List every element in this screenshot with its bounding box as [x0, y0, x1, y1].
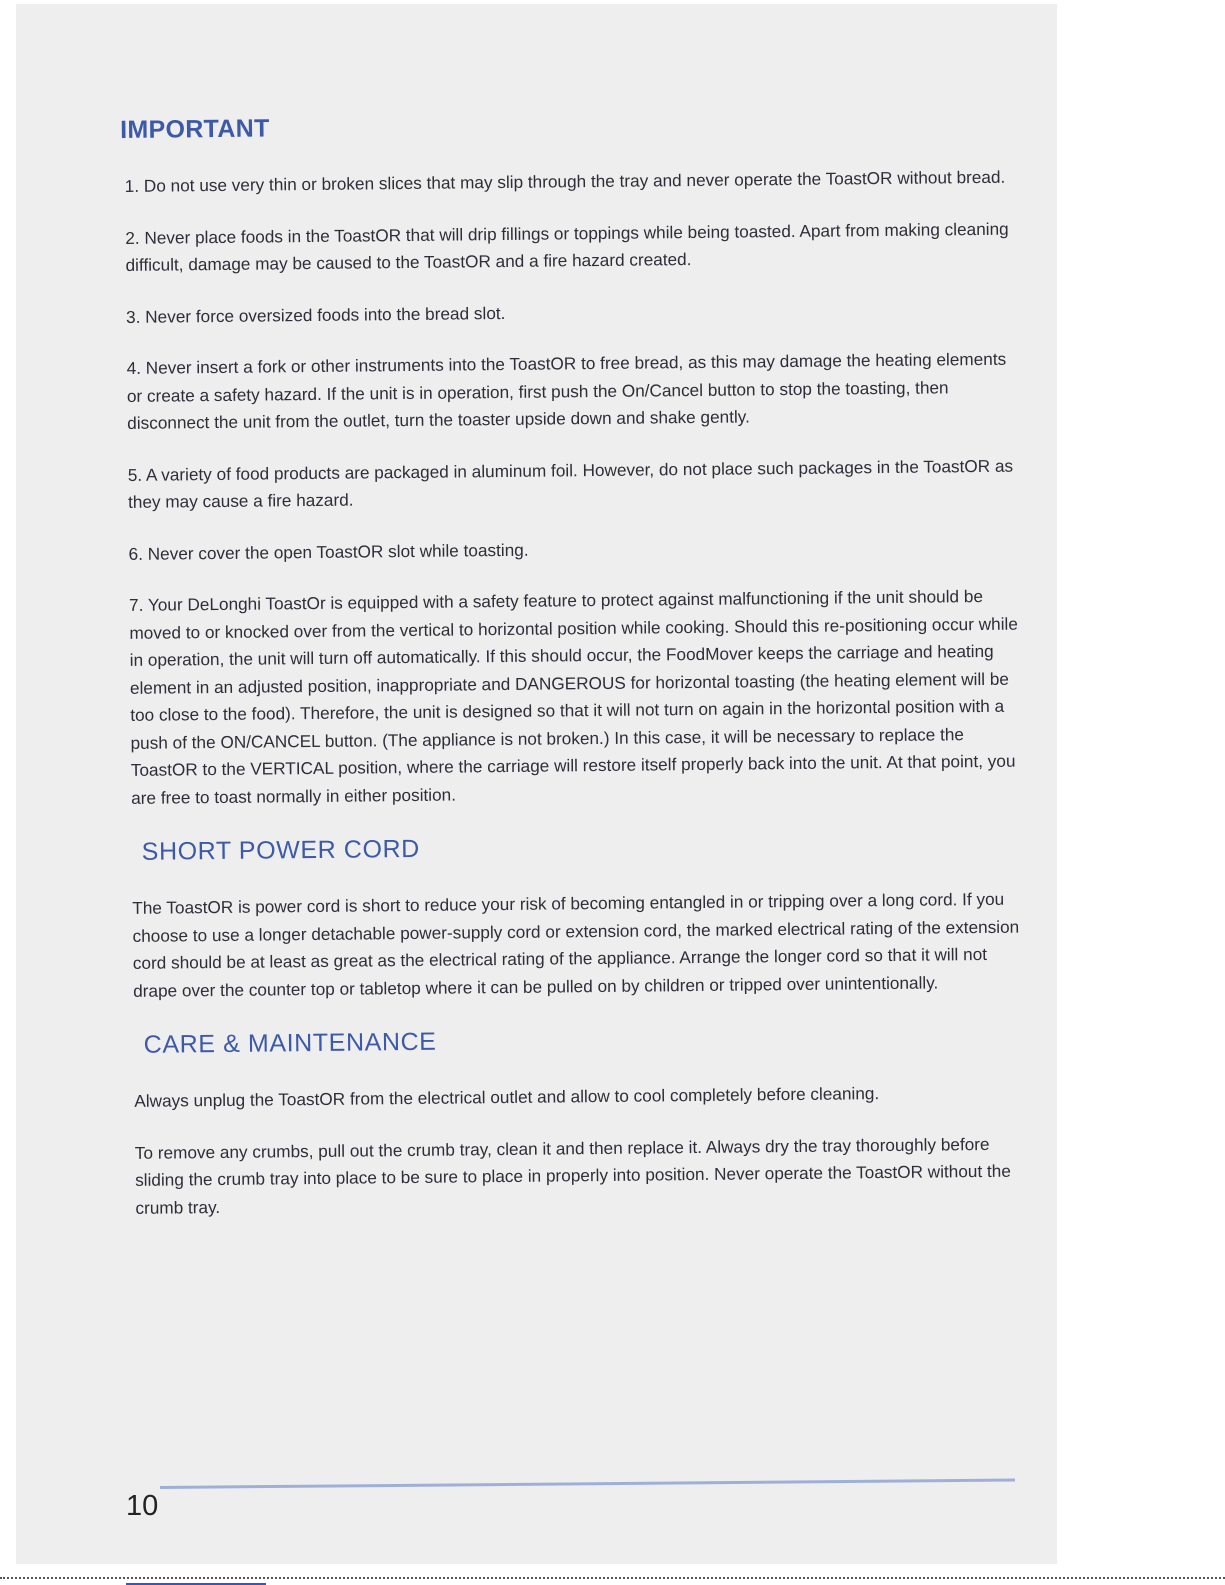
important-item-4: 4. Never insert a fork or other instruments into the ToastOR to free bread, as this may damage the heating elements or create a safety hazard. If the unit is in operation, first push the On/Cancel button to stop the toasting, then disconnect the unit from the outlet, turn the toaster upside down and shake gently. [126, 348, 1007, 433]
care-maintenance-paragraph-2: To remove any crumbs, pull out the crumb tray, clean it and then replace it. Always dry the tray thoroughly before sliding the crumb tray into place to be sure to place in properly into position. Never operate the ToastOR without the crumb tray. [134, 1133, 1011, 1218]
page-content [120, 107, 1032, 1246]
important-item-3: 3. Never force oversized foods into the bread slot. [125, 302, 506, 327]
page-number: 10 [126, 1490, 159, 1522]
right-margin [1057, 4, 1225, 1564]
page-break-dotted-line [0, 1577, 1225, 1579]
short-power-cord-heading: SHORT POWER CORD [141, 834, 420, 866]
short-power-cord-body: The ToastOR is power cord is short to reduce your risk of becoming entangled in or tripping over a long cord. If you choose to use a longer detachable power-supply cord or extension cord, the marked electrical rating of the extension cord should be at least as great as the electrical rating of the appliance. Arrange the longer cord so that it will not drape over the counter top or tabletop where it can be pulled on by children or tripped over unintentionally. [132, 888, 1020, 1001]
manual-page [16, 4, 1057, 1564]
bottom-margin [0, 1564, 1225, 1585]
care-maintenance-heading: CARE & MAINTENANCE [143, 1027, 437, 1059]
important-item-1: 1. Do not use very thin or broken slices that may slip through the tray and never operate the ToastOR without bread. [124, 166, 1006, 196]
care-maintenance-paragraph-1: Always unplug the ToastOR from the electrical outlet and allow to cool completely before cleaning. [134, 1083, 880, 1111]
important-item-7: 7. Your DeLonghi ToastOr is equipped with a safety feature to protect against malfunctioning if the unit should be moved to or knocked over from the vertical to horizontal position while cooking. Should this re-positioning occur while in operation, the unit will turn off automatically. If this should occur, the FoodMover keeps the carriage and heating element in an adjusted position, inappropriate and DANGEROUS for horizontal toasting (the heating element will be too close to the food). Therefore, the unit is designed so that it will not turn on again in the horizontal position with a push of the ON/CANCEL button. (The appliance is not broken.) In this case, it will be necessary to replace the ToastOR to the VERTICAL position, where the carriage will restore itself properly back into the unit. At that point, you are free to toast normally in either position. [129, 585, 1018, 808]
important-item-5: 5. A variety of food products are packaged in aluminum foil. However, do not place such packages in the ToastOR as they may cause a fire hazard. [127, 455, 1014, 512]
important-heading: IMPORTANT [120, 114, 270, 144]
important-item-6: 6. Never cover the open ToastOR slot while toasting. [128, 539, 529, 564]
important-item-2: 2. Never place foods in the ToastOR that will drip fillings or toppings while being toasted. Apart from making cleaning difficult, damage may be caused to the ToastOR and a fire hazard created. [125, 218, 1009, 275]
